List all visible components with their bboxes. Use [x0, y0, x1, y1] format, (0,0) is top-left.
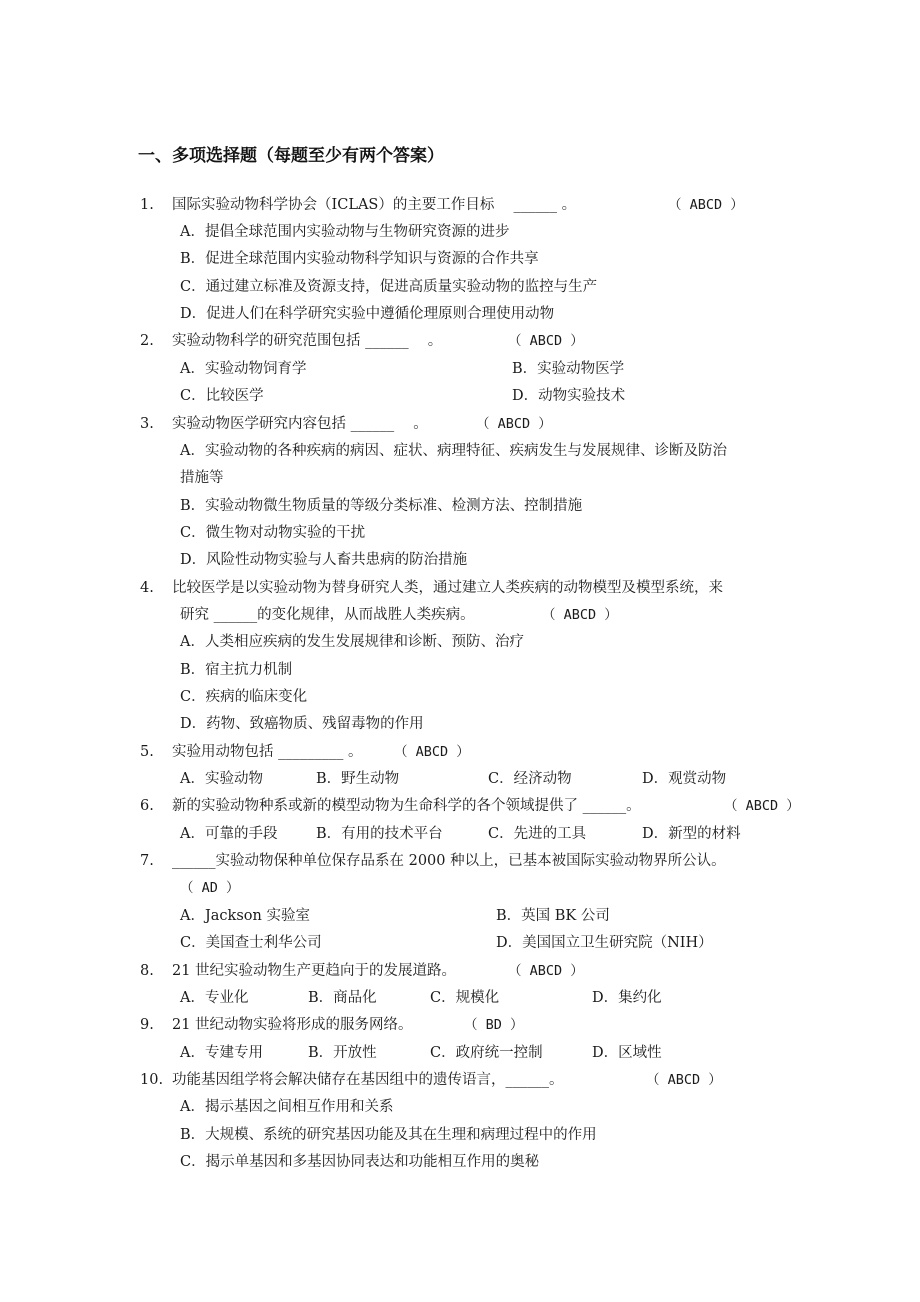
option: C．揭示单基因和多基因协同表达和功能相互作用的奥秘 [180, 1154, 540, 1170]
answer-key: （ ABCD ） [542, 607, 618, 623]
question-stem-continuation: 研究 ______的变化规律，从而战胜人类疾病。 [180, 607, 475, 623]
option: B．有用的技术平台 [316, 826, 443, 842]
question-number: 5. [140, 744, 154, 760]
question-number: 8. [140, 963, 154, 979]
question-number: 2. [140, 333, 154, 349]
option: B．大规模、系统的研究基因功能及其在生理和病理过程中的作用 [180, 1127, 597, 1143]
option: D．美国国立卫生研究院（NIH） [496, 935, 713, 951]
question-stem: 比较医学是以实验动物为替身研究人类，通过建立人类疾病的动物模型及模型系统，来 [172, 580, 723, 596]
option: C．经济动物 [488, 771, 572, 787]
question-stem: 21 世纪动物实验将形成的服务网络。 [172, 1017, 413, 1033]
answer-key: （ ABCD ） [646, 1072, 722, 1088]
option: C．比较医学 [180, 388, 264, 404]
option: D．新型的材料 [642, 826, 741, 842]
question-stem: ______实验动物保种单位保存品系在 2000 种以上，已基本被国际实验动物界所公认。 [172, 853, 726, 869]
option: A．揭示基因之间相互作用和关系 [180, 1099, 394, 1115]
option: B．野生动物 [316, 771, 400, 787]
answer-key: （ ABCD ） [508, 333, 584, 349]
option: C．疾病的临床变化 [180, 689, 308, 705]
question-number: 10. [140, 1072, 164, 1088]
option: B．实验动物医学 [512, 361, 625, 377]
option: A．实验动物的各种疾病的病因、症状、病理特征、疾病发生与发展规律、诊断及防治 [180, 443, 727, 459]
option: A．实验动物 [180, 771, 263, 787]
question-number: 9. [140, 1017, 154, 1033]
answer-key: （ BD ） [464, 1017, 524, 1033]
section-title: 一、多项选择题（每题至少有两个答案） [138, 146, 444, 166]
question-number: 1. [140, 197, 154, 213]
question-stem: 功能基因组学将会解决储存在基因组中的遗传语言，______。 [172, 1072, 564, 1088]
question-stem: 国际实验动物科学协会（ICLAS）的主要工作目标 ______ 。 [172, 197, 577, 213]
option: A．专建专用 [180, 1045, 263, 1061]
option: B．宿主抗力机制 [180, 662, 293, 678]
question-number: 3. [140, 416, 154, 432]
option: B．开放性 [308, 1045, 377, 1061]
option: C．通过建立标准及资源支持，促进高质量实验动物的监控与生产 [180, 279, 598, 295]
option: D．集约化 [592, 990, 662, 1006]
option: B．商品化 [308, 990, 377, 1006]
option: D．药物、致癌物质、残留毒物的作用 [180, 716, 424, 732]
question-stem: 21 世纪实验动物生产更趋向于的发展道路。 [172, 963, 457, 979]
answer-key: （ ABCD ） [724, 798, 800, 814]
option: C．微生物对动物实验的干扰 [180, 525, 366, 541]
option: C．美国查士利华公司 [180, 935, 322, 951]
option: A．Jackson 实验室 [180, 908, 310, 924]
option: A．专业化 [180, 990, 249, 1006]
answer-key: （ ABCD ） [476, 416, 552, 432]
answer-key: （ ABCD ） [508, 963, 584, 979]
option: B．促进全球范围内实验动物科学知识与资源的合作共享 [180, 251, 539, 267]
option: C．先进的工具 [488, 826, 587, 842]
question-stem: 新的实验动物种系或新的模型动物为生命科学的各个领域提供了 ______。 [172, 798, 641, 814]
question-number: 6. [140, 798, 154, 814]
question-number: 7. [140, 853, 154, 869]
option: D．动物实验技术 [512, 388, 626, 404]
option: D．风险性动物实验与人畜共患病的防治措施 [180, 552, 468, 568]
option: D．观赏动物 [642, 771, 727, 787]
option: A．可靠的手段 [180, 826, 278, 842]
question-stem: 实验动物科学的研究范围包括 ______ 。 [172, 333, 443, 349]
option: C．政府统一控制 [430, 1045, 543, 1061]
answer-key: （ AD ） [180, 880, 240, 896]
option: C．规模化 [430, 990, 500, 1006]
option: A．实验动物饲育学 [180, 361, 307, 377]
answer-key: （ ABCD ） [394, 744, 470, 760]
question-stem: 实验动物医学研究内容包括 ______ 。 [172, 416, 428, 432]
question-number: 4. [140, 580, 154, 596]
answer-key: （ ABCD ） [668, 197, 744, 213]
option: B．实验动物微生物质量的等级分类标准、检测方法、控制措施 [180, 498, 583, 514]
option: B．英国 BK 公司 [496, 908, 610, 924]
option: A．提倡全球范围内实验动物与生物研究资源的进步 [180, 224, 510, 240]
option: D．区域性 [592, 1045, 662, 1061]
option-continuation: 措施等 [180, 470, 224, 486]
option: A．人类相应疾病的发生发展规律和诊断、预防、治疗 [180, 634, 524, 650]
option: D．促进人们在科学研究实验中遵循伦理原则合理使用动物 [180, 306, 555, 322]
question-stem: 实验用动物包括 _________ 。 [172, 744, 363, 760]
